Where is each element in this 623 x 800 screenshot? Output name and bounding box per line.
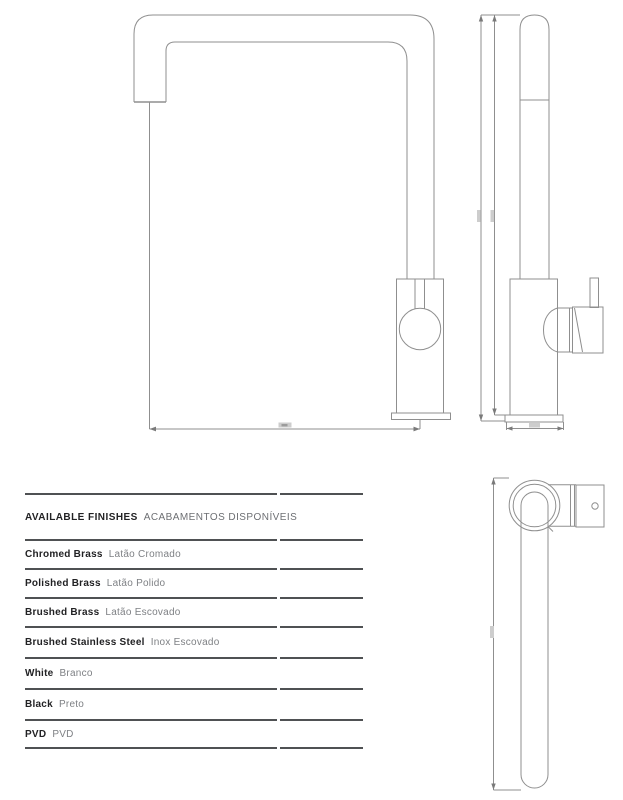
top-dim-arrow xyxy=(491,478,495,485)
finish-name-pt: Branco xyxy=(59,668,93,679)
lever-block-top xyxy=(576,485,604,527)
front-dim-arrow-left xyxy=(150,427,157,432)
front-dim-label-blur-core xyxy=(282,424,288,426)
table-rule xyxy=(25,626,363,628)
finish-name-en: Chromed Brass xyxy=(25,549,103,560)
top-dim-arrow xyxy=(491,784,495,791)
lever-block-facet-line xyxy=(575,308,583,352)
body-ring-circle xyxy=(513,484,556,527)
side-view-drawing xyxy=(477,15,603,431)
finishes-title-en: AVAILABLE FINISHES xyxy=(25,511,138,523)
front-view-drawing xyxy=(134,15,451,431)
base-flange-side xyxy=(505,415,563,422)
lever-pivot-block xyxy=(573,307,604,353)
side-dim-arrow xyxy=(492,15,496,22)
side-dim-arrow xyxy=(479,415,483,422)
finish-name-en: PVD xyxy=(25,728,47,740)
top-view-drawing xyxy=(490,478,604,790)
side-dim-arrow xyxy=(479,15,483,22)
cartridge-bulge xyxy=(544,308,558,352)
side-base-dim-arrow xyxy=(558,426,564,430)
spout-tube-top xyxy=(521,492,548,788)
table-rule xyxy=(25,688,363,690)
finish-name-en: Polished Brass xyxy=(25,578,101,589)
table-rule xyxy=(25,657,363,659)
side-base-dim-label-blur xyxy=(529,423,540,428)
base-flange-front xyxy=(392,413,451,420)
handle-connector-edges xyxy=(548,485,576,527)
table-rule xyxy=(25,568,363,570)
finish-name-pt: Latão Escovado xyxy=(105,607,181,618)
finishes-title-pt: ACABAMENTOS DISPONÍVEIS xyxy=(143,511,298,523)
finish-row-pvd xyxy=(25,721,363,747)
table-rule xyxy=(25,493,363,495)
top-dim-label-blur xyxy=(490,626,494,638)
finish-name-pt: Latão Cromado xyxy=(108,549,181,560)
table-rule xyxy=(25,597,363,599)
finish-row-white xyxy=(25,659,363,688)
side-dim-arrow xyxy=(492,409,496,416)
finish-name-en: Brushed Stainless Steel xyxy=(25,637,145,648)
finish-row-brushed-brass xyxy=(25,599,363,626)
finish-row-chromed-brass xyxy=(25,541,363,568)
finish-name-pt: PVD xyxy=(52,728,74,740)
table-rule xyxy=(25,719,363,721)
top-dim-ticks xyxy=(494,478,522,790)
finishes-table-header xyxy=(25,495,363,539)
finish-row-polished-brass xyxy=(25,570,363,597)
finish-row-brushed-stainless-steel xyxy=(25,628,363,657)
faucet-body-side xyxy=(510,279,558,415)
spout-outer-outline xyxy=(134,15,434,279)
spout-inner-outline xyxy=(166,42,407,279)
handle-collar-edges xyxy=(558,308,573,352)
knob-stem-lines xyxy=(415,279,425,309)
lever-screw-hole xyxy=(592,503,598,509)
finish-name-en: White xyxy=(25,668,54,679)
finish-name-pt: Preto xyxy=(58,699,85,710)
finish-name-pt: Inox Escovado xyxy=(150,637,220,648)
spout-tube-side xyxy=(520,15,549,279)
finishes-table xyxy=(25,493,363,749)
finish-name-en: Black xyxy=(25,699,53,710)
front-dim-arrow-right xyxy=(414,427,421,432)
finish-row-black xyxy=(25,690,363,719)
side-dim-bottom-ticks xyxy=(481,415,510,421)
faucet-body-front xyxy=(397,279,444,413)
front-dim-extension-lines xyxy=(150,102,421,429)
table-rule xyxy=(25,747,363,749)
table-rule xyxy=(25,539,363,541)
finish-name-pt: Latão Polido xyxy=(106,578,166,589)
lever-grip-stick xyxy=(590,278,599,308)
finish-name-en: Brushed Brass xyxy=(25,607,100,618)
body-outer-circle xyxy=(509,480,560,531)
tube-circle-junction-tick xyxy=(549,527,554,532)
side-dim-label-blur xyxy=(491,210,495,222)
handle-knob-circle xyxy=(399,308,440,349)
side-dim-label-blur xyxy=(477,210,481,222)
side-base-dim-arrow xyxy=(507,426,513,430)
